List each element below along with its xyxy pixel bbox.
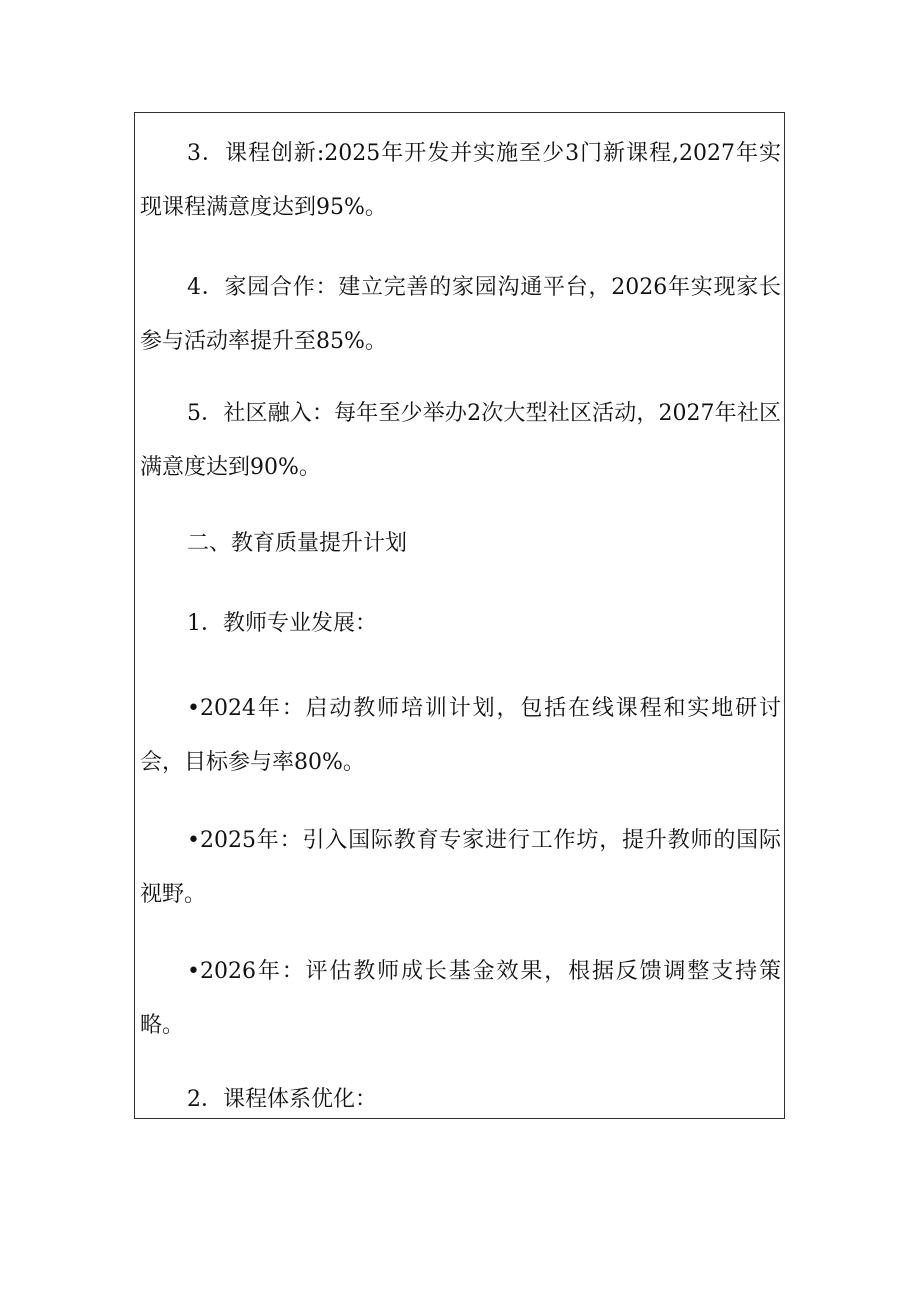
document-frame: [134, 112, 785, 1119]
paragraph-community-integration: 5．社区融入：每年至少举办2次大型社区活动，2027年社区满意度达到90%。: [140, 401, 781, 480]
subheading-teacher-development: 1．教师专业发展：: [187, 611, 377, 636]
subheading-curriculum-optimization: 2．课程体系优化：: [187, 1087, 377, 1112]
list-item-2026: •2026年：评估教师成长基金效果，根据反馈调整支持策略。: [140, 959, 781, 1038]
list-item-2025: •2025年：引入国际教育专家进行工作坊，提升教师的国际视野。: [140, 828, 781, 907]
paragraph-course-innovation: 3．课程创新:2025年开发并实施至少3门新课程,2027年实现课程满意度达到95%。: [140, 141, 781, 220]
paragraph-home-school-cooperation: 4．家园合作：建立完善的家园沟通平台，2026年实现家长参与活动率提升至85%。: [140, 275, 781, 354]
list-item-2024: •2024年：启动教师培训计划，包括在线课程和实地研讨会，目标参与率80%。: [140, 696, 781, 775]
section-heading-education-quality: 二、教育质量提升计划: [187, 531, 408, 556]
